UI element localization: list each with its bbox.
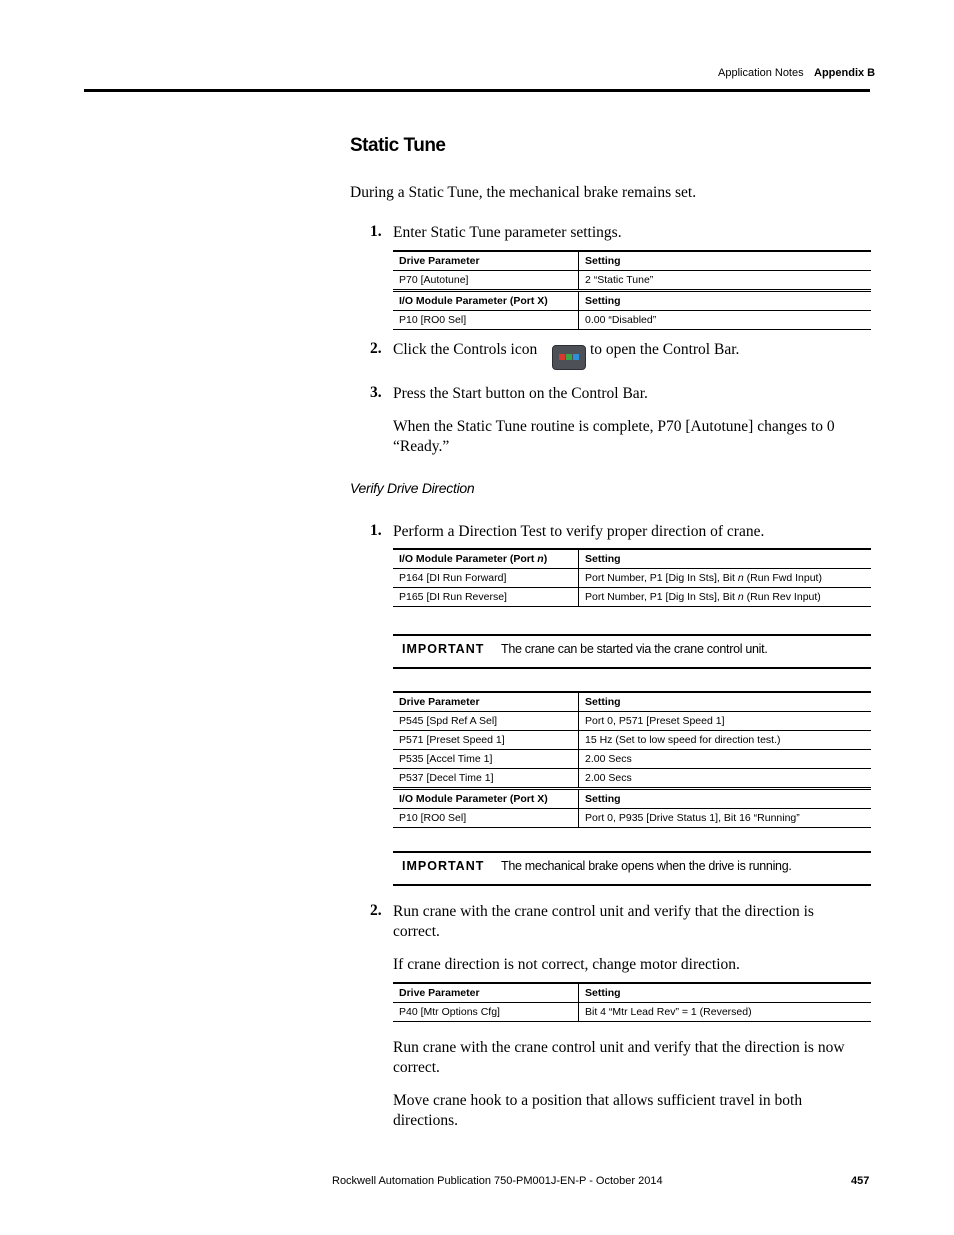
green-indicator <box>566 354 572 360</box>
table-cell: P70 [Autotune] <box>393 271 579 291</box>
closing-line: Move crane hook to a position that allows sufficient travel in both <box>393 1092 803 1109</box>
table-cell: 2.00 Secs <box>579 769 872 789</box>
step-text <box>393 902 814 942</box>
subheading: Verify Drive Direction <box>350 480 475 496</box>
table-cell: 15 Hz (Set to low speed for direction test.) <box>579 731 872 750</box>
table-cell: P571 [Preset Speed 1] <box>393 731 579 750</box>
column-header: Setting <box>579 983 872 1003</box>
static-tune-parameter-table <box>393 250 871 330</box>
column-header: Setting <box>579 692 872 712</box>
closing-line: directions. <box>393 1112 458 1129</box>
column-header: Drive Parameter <box>393 251 579 271</box>
intro-paragraph: During a Static Tune, the mechanical brake remains set. <box>350 184 697 201</box>
step-number: 1. <box>370 223 382 240</box>
direction-test-drive-table <box>393 691 871 828</box>
direction-test-io-table <box>393 548 871 607</box>
running-header-section: Application Notes <box>718 67 804 79</box>
table-row <box>393 809 871 828</box>
footer-publication: Rockwell Automation Publication 750-PM001J-EN-P - October 2014 <box>332 1175 663 1187</box>
table-row <box>393 569 871 588</box>
step-text: Press the Start button on the Control Bar. <box>393 385 648 402</box>
closing-line: Run crane with the crane control unit and verify that the direction is now <box>393 1039 845 1056</box>
step-number: 2. <box>370 902 382 919</box>
table-row <box>393 731 871 750</box>
column-header: Drive Parameter <box>393 983 579 1003</box>
column-header: I/O Module Parameter (Port X) <box>393 291 579 311</box>
step-note: If crane direction is not correct, change motor direction. <box>393 956 740 973</box>
running-header-appendix: Appendix B <box>814 67 876 79</box>
important-label: IMPORTANT <box>402 859 485 873</box>
table-cell: 2 “Static Tune” <box>579 271 872 291</box>
table-row <box>393 1003 871 1022</box>
table-cell: P40 [Mtr Options Cfg] <box>393 1003 579 1022</box>
table-cell: P165 [DI Run Reverse] <box>393 588 579 607</box>
step-text-continued: to open the Control Bar. <box>590 341 740 358</box>
table-cell: P10 [RO0 Sel] <box>393 311 579 330</box>
table-cell: P537 [Decel Time 1] <box>393 769 579 789</box>
important-text: The mechanical brake opens when the drive is running. <box>501 859 792 873</box>
closing-paragraph <box>393 1038 845 1078</box>
table-row <box>393 588 871 607</box>
controls-icon <box>552 345 586 370</box>
table-cell: Port 0, P571 [Preset Speed 1] <box>579 712 872 731</box>
closing-line: correct. <box>393 1059 440 1076</box>
step-number: 1. <box>370 522 382 539</box>
table-row <box>393 769 871 789</box>
table-cell: Port 0, P935 [Drive Status 1], Bit 16 “Running” <box>579 809 872 828</box>
table-cell: 0.00 “Disabled” <box>579 311 872 330</box>
step-text-line: Run crane with the crane control unit and verify that the direction is <box>393 903 814 920</box>
table-cell: P535 [Accel Time 1] <box>393 750 579 769</box>
step-text: Perform a Direction Test to verify proper direction of crane. <box>393 523 765 540</box>
step-text: Enter Static Tune parameter settings. <box>393 224 622 241</box>
important-callout <box>393 634 871 669</box>
table-cell: Bit 4 “Mtr Lead Rev” = 1 (Reversed) <box>579 1003 872 1022</box>
column-header: Setting <box>579 251 872 271</box>
step-note <box>393 417 835 457</box>
table-row <box>393 311 871 330</box>
column-header: Setting <box>579 789 872 809</box>
table-cell: Port Number, P1 [Dig In Sts], Bit n (Run Rev Input) <box>579 588 872 607</box>
table-cell: Port Number, P1 [Dig In Sts], Bit n (Run Fwd Input) <box>579 569 872 588</box>
table-cell: P164 [DI Run Forward] <box>393 569 579 588</box>
step-number: 3. <box>370 384 382 401</box>
column-header: Setting <box>579 549 872 569</box>
table-row <box>393 750 871 769</box>
step-number: 2. <box>370 340 382 357</box>
page-title: Static Tune <box>350 135 446 156</box>
blue-indicator <box>573 354 579 360</box>
column-header: I/O Module Parameter (Port X) <box>393 789 579 809</box>
page-number: 457 <box>851 1175 870 1187</box>
motor-direction-table <box>393 982 871 1022</box>
column-header: I/O Module Parameter (Port n) <box>393 549 579 569</box>
step-text-line: correct. <box>393 923 440 940</box>
column-header: Drive Parameter <box>393 692 579 712</box>
step-note-line: “Ready.” <box>393 438 450 455</box>
important-text: The crane can be started via the crane control unit. <box>501 642 768 656</box>
step-note-line: When the Static Tune routine is complete, P70 [Autotune] changes to 0 <box>393 418 835 435</box>
table-cell: P10 [RO0 Sel] <box>393 809 579 828</box>
step-text: Click the Controls icon <box>393 341 538 358</box>
column-header: Setting <box>579 291 872 311</box>
important-callout <box>393 851 871 886</box>
table-cell: P545 [Spd Ref A Sel] <box>393 712 579 731</box>
red-indicator <box>559 354 565 360</box>
table-row <box>393 712 871 731</box>
table-cell: 2.00 Secs <box>579 750 872 769</box>
header-rule <box>84 89 870 92</box>
table-row <box>393 271 871 291</box>
closing-paragraph <box>393 1091 802 1131</box>
important-label: IMPORTANT <box>402 642 485 656</box>
